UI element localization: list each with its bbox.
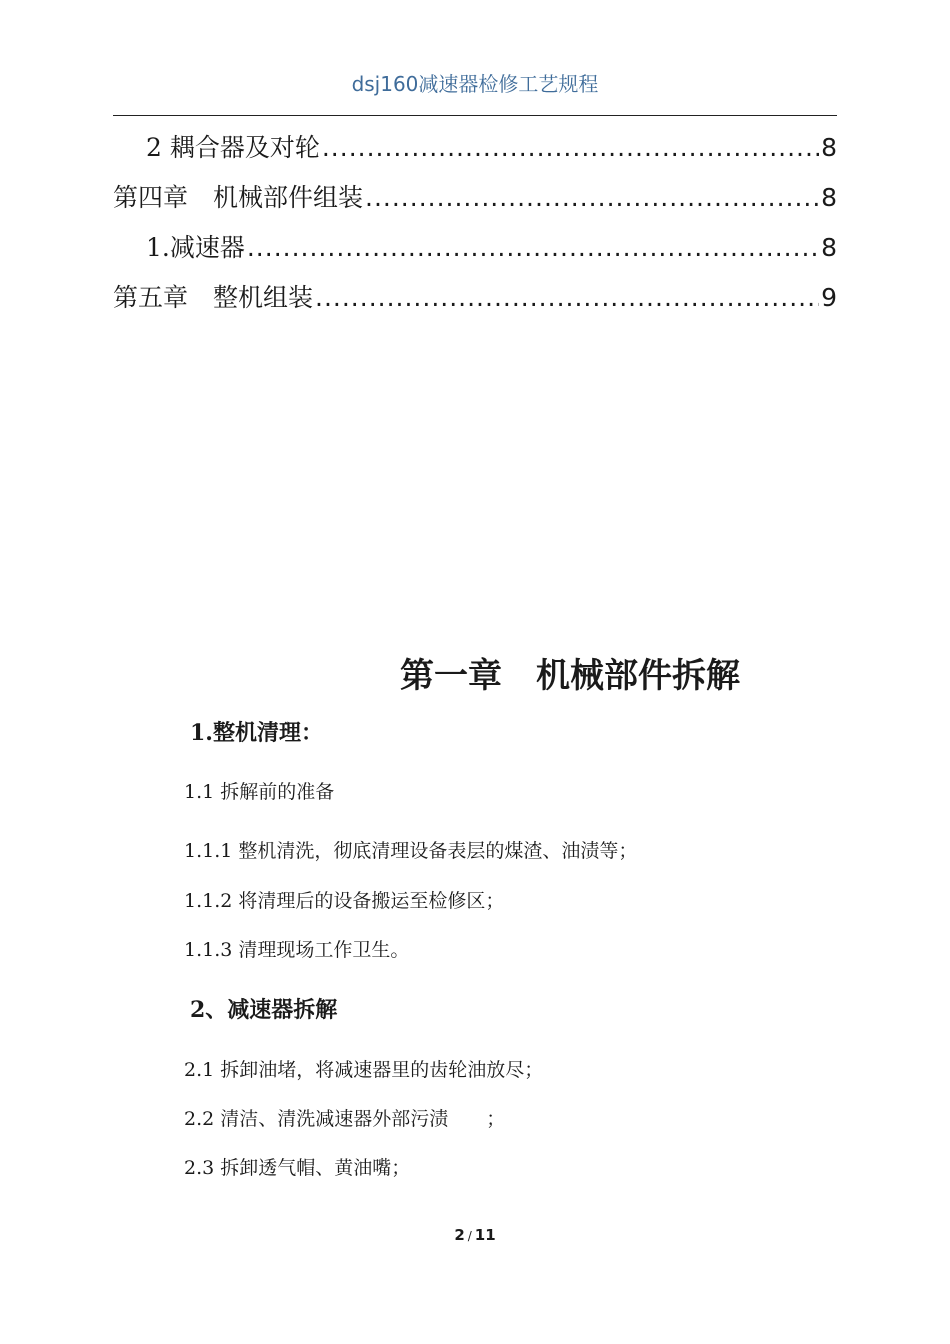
- toc-entry-page: 8: [821, 183, 837, 212]
- toc-entry[interactable]: [113, 278, 837, 328]
- toc-entry[interactable]: [113, 228, 837, 278]
- total-pages-number: 11: [474, 1226, 496, 1244]
- page-number-footer: [0, 1226, 950, 1244]
- toc-leader-dots: [365, 178, 819, 218]
- table-of-contents: [113, 128, 837, 328]
- paragraph: 1.1.1 整机清洗，彻底清理设备表层的煤渣、油渍等；: [184, 840, 638, 862]
- section-heading: 2、减速器拆解: [190, 997, 338, 1023]
- toc-leader-dots: [315, 278, 819, 318]
- toc-entry[interactable]: [113, 178, 837, 228]
- toc-entry[interactable]: [113, 128, 837, 178]
- document-header-title: dsj160减速器检修工艺规程: [351, 72, 599, 96]
- paragraph: 2.1 拆卸油堵，将减速器里的齿轮油放尽；: [184, 1059, 544, 1081]
- toc-leader-dots: [322, 128, 819, 168]
- toc-entry-page: 8: [821, 233, 837, 262]
- toc-entry-label: 1.减速器: [146, 233, 245, 262]
- current-page-number: 2: [454, 1226, 465, 1244]
- paragraph: 2.3 拆卸透气帽、黄油嘴；: [184, 1157, 411, 1179]
- toc-entry-label: 2 耦合器及对轮: [146, 133, 320, 162]
- chapter-title: 第一章 机械部件拆解: [400, 656, 740, 696]
- header-divider: [113, 115, 837, 116]
- paragraph: 1.1 拆解前的准备: [184, 781, 335, 803]
- paragraph: 1.1.2 将清理后的设备搬运至检修区；: [184, 890, 505, 912]
- toc-entry-page: 8: [821, 133, 837, 162]
- toc-entry-page: 9: [821, 283, 837, 312]
- section-heading: 1.整机清理：: [190, 720, 323, 746]
- page-separator: /: [467, 1229, 472, 1243]
- toc-entry-label: 第四章 机械部件组装: [113, 183, 364, 212]
- toc-leader-dots: [247, 228, 819, 268]
- paragraph: 1.1.3 清理现场工作卫生。: [184, 939, 410, 961]
- paragraph: 2.2 清洁、清洗减速器外部污渍 ；: [184, 1108, 506, 1130]
- toc-entry-label: 第五章 整机组装: [113, 283, 314, 312]
